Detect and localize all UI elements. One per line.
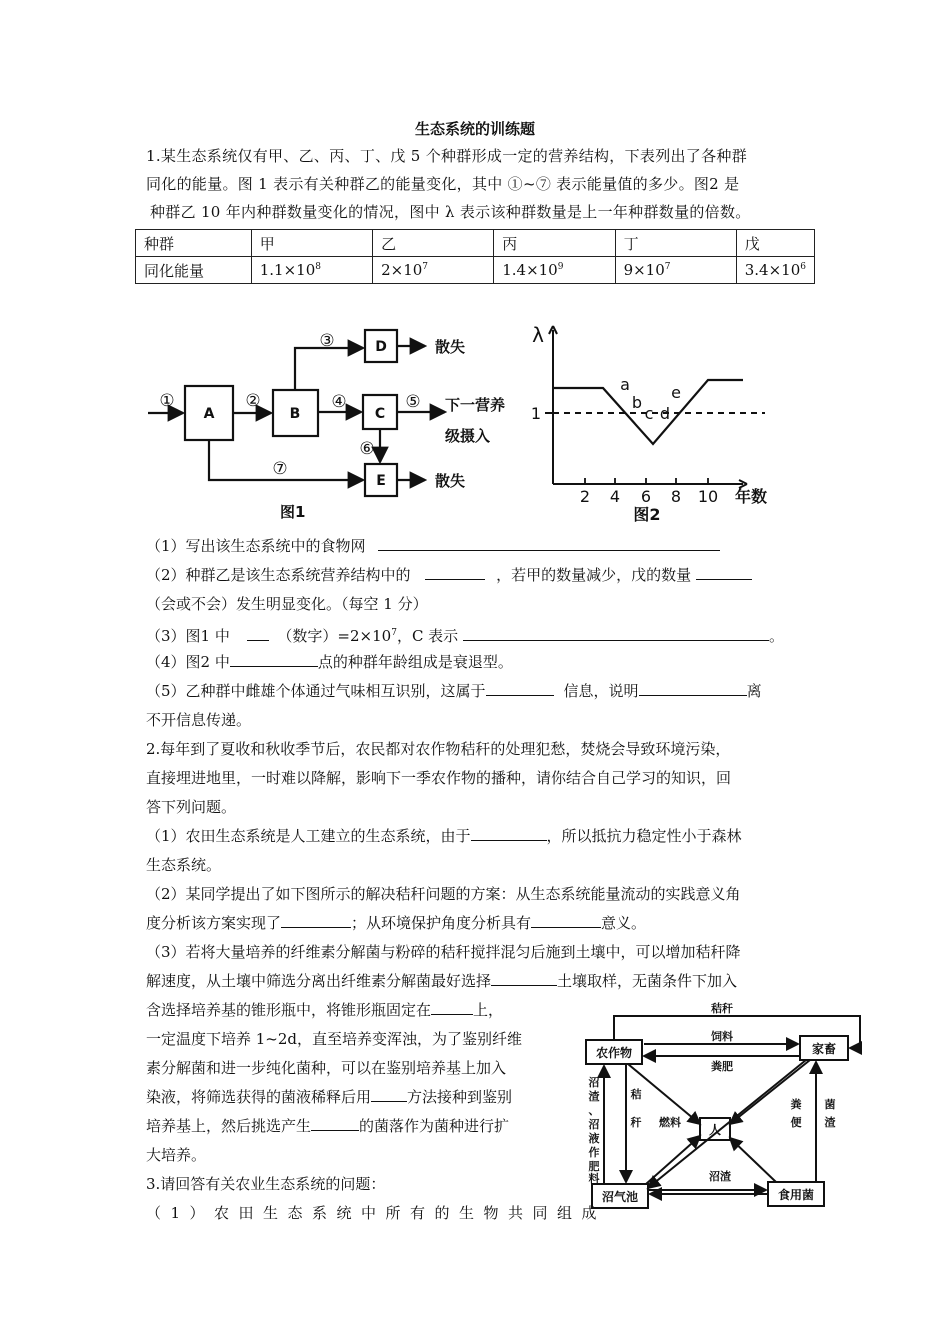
point-label-b: b: [631, 393, 643, 412]
edge-label-manure: 粪肥: [711, 1060, 733, 1073]
edge-label-biogas-fert: 料: [588, 1172, 600, 1185]
point-label-c: c: [644, 404, 654, 423]
node-label-crops: 农作物: [595, 1046, 633, 1060]
q2-part-3: （3）若将大量培养的纤维素分解菌与粉碎的秸秆搅拌混匀后施到土壤中，可以增加秸秆降: [146, 943, 741, 961]
answer-blank[interactable]: [431, 1000, 473, 1015]
table-row: [136, 257, 815, 284]
edge-label-biogas-fert: 沼: [588, 1076, 600, 1089]
edge-label-biogas-fert: 作: [588, 1146, 600, 1159]
table-header-cell: 丁: [615, 230, 736, 257]
q2-part-3-line-2: 解速度，从土壤中筛选分离出纤维素分解菌最好选择 土壤取样，无菌条件下加入: [146, 972, 738, 990]
q1-part-5: （5）乙种群中雌雄个体通过气味相互识别，这属于 信息，说明 离: [146, 682, 762, 700]
answer-blank[interactable]: [486, 681, 554, 696]
table-cell: $2\times 10^7$: [373, 257, 494, 284]
arrow-num-3: ③: [319, 331, 335, 351]
loss-label-2: 散失: [435, 472, 466, 490]
table-header-cell: 乙: [373, 230, 494, 257]
figure-2-caption: 图2: [633, 505, 661, 524]
q3-part-1: （1）农田生态系统中所有的生物共同组成: [146, 1204, 607, 1222]
edge-label-dung: 便: [790, 1116, 802, 1129]
answer-blank[interactable]: [281, 913, 351, 928]
node-label-biogas: 沼气池: [601, 1190, 639, 1204]
y-axis-label: λ: [532, 323, 544, 347]
edge-label-biogas-fert: 渣: [588, 1090, 600, 1103]
edge-label-straw-top: 秸秆: [711, 1002, 733, 1015]
q1-part-3: （3）图1 中 （数字）$=2\times 10^7$，C 表示 。: [146, 627, 784, 645]
point-label-a: a: [620, 375, 630, 394]
answer-blank[interactable]: [371, 1087, 407, 1102]
q1-part-5-cont: 不开信息传递。: [146, 711, 252, 729]
q1-intro-line-3: 种群乙 10 年内种群数量变化的情况，图中 λ 表示该种群数量是上一年种群数量的倍数。: [150, 203, 751, 221]
x-axis-label: 年数: [734, 487, 768, 506]
table-cell: $9\times 10^7$: [615, 257, 736, 284]
table-header-cell: 戊: [736, 230, 814, 257]
page-title: 生态系统的训练题: [414, 120, 535, 138]
figure-1-caption: 图1: [280, 503, 306, 521]
table-row-label: 同化能量: [136, 257, 252, 284]
x-tick-label: 2: [579, 487, 591, 506]
edge-label-fuel: 燃料: [659, 1116, 681, 1129]
q1-part-4: （4）图2 中 点的种群年龄组成是衰退型。: [146, 653, 513, 671]
q2-part-2-cont: 度分析该方案实现了 ；从环境保护角度分析具有 意义。: [146, 914, 647, 932]
arrow-num-6: ⑥: [359, 439, 375, 459]
q2-part-3-line-4: 一定温度下培养 1~2d，直至培养变浑浊，为了鉴别纤维: [146, 1030, 523, 1048]
answer-blank[interactable]: [531, 913, 601, 928]
figure-3-agro-ecosystem: [580, 1000, 870, 1218]
table-cell: $1.4\times 10^9$: [494, 257, 615, 284]
edge-label-straw-side-2: 秆: [630, 1116, 642, 1129]
q2-part-3-line-3: 含选择培养基的锥形瓶中，将锥形瓶固定在 上，: [146, 1001, 504, 1019]
edge-label-biogas-fert: 肥: [588, 1160, 600, 1173]
node-label-fungus: 食用菌: [777, 1188, 815, 1202]
x-tick-label: 6: [640, 487, 652, 506]
figure-1-energy-flow: [140, 318, 525, 528]
edge-label-feed: 饲料: [711, 1030, 733, 1043]
q2-intro-line-2: 直接埋进地里，一时难以降解，影响下一季农作物的播种，请你结合自己学习的知识，回: [146, 769, 732, 787]
edge-label-residue-bottom: 沼渣: [709, 1170, 731, 1183]
x-tick-label: 10: [697, 487, 719, 506]
box-b-label: B: [289, 406, 301, 422]
arrow-num-7: ⑦: [272, 459, 288, 479]
node-label-livestock: 家畜: [811, 1042, 837, 1056]
figure-2-lambda-chart: [525, 318, 775, 528]
loss-label-1: 散失: [435, 338, 466, 356]
table-header-cell: 种群: [136, 230, 252, 257]
q2-intro-line-3: 答下列问题。: [146, 798, 237, 816]
q2-part-3-line-8: 大培养。: [146, 1146, 207, 1164]
edge-label-biogas-fert: 、: [588, 1104, 600, 1117]
answer-blank[interactable]: [311, 1116, 359, 1131]
table-cell: $3.4\times 10^6$: [736, 257, 814, 284]
q1-intro-line-2: 同化的能量。图 1 表示有关种群乙的能量变化，其中 ①~⑦ 表示能量值的多少。图2 是: [146, 175, 740, 193]
reference-value-label: 1: [530, 404, 542, 423]
answer-blank[interactable]: [247, 626, 269, 641]
answer-blank[interactable]: [696, 565, 752, 580]
box-d-label: D: [375, 339, 387, 355]
q2-part-3-line-7: 培养基上，然后挑选产生 的菌落作为菌种进行扩: [146, 1117, 510, 1135]
q2-part-2: （2）某同学提出了如下图所示的解决秸秆问题的方案：从生态系统能量流动的实践意义角: [146, 885, 741, 903]
answer-blank[interactable]: [639, 681, 747, 696]
box-e-label: E: [376, 473, 386, 489]
arrow-num-5: ⑤: [405, 392, 421, 412]
q2-part-3-line-6: 染液，将筛选获得的菌液稀释后用 方法接种到鉴别: [146, 1088, 513, 1106]
next-level-label-2: 级摄入: [445, 427, 491, 445]
answer-blank[interactable]: [378, 536, 720, 551]
arrow-num-4: ④: [331, 392, 347, 412]
edge-label-biogas-fert: 液: [588, 1132, 600, 1145]
q2-intro-line-1: 2.每年到了夏收和秋收季节后，农民都对农作物秸秆的处理犯愁，焚烧会导致环境污染，: [146, 740, 731, 758]
edge-label-straw-side: 秸: [630, 1088, 642, 1101]
edge-label-dung: 粪: [790, 1098, 802, 1111]
next-level-label-1: 下一营养: [445, 396, 506, 414]
arrow-num-2: ②: [245, 391, 261, 411]
population-energy-table: [135, 229, 815, 284]
table-cell: $1.1\times 10^8$: [251, 257, 372, 284]
edge-label-fungus-residue: 菌: [824, 1098, 836, 1111]
point-label-e: e: [671, 383, 681, 402]
table-header-cell: 丙: [494, 230, 615, 257]
point-label-d: d: [659, 404, 671, 423]
answer-blank[interactable]: [491, 971, 557, 986]
q2-part-1: （1）农田生态系统是人工建立的生态系统，由于 ，所以抵抗力稳定性小于森林: [146, 827, 742, 845]
q2-part-3-line-5: 素分解菌和进一步纯化菌种，可以在鉴别培养基上加入: [146, 1059, 507, 1077]
box-a-label: A: [203, 406, 215, 422]
answer-blank[interactable]: [230, 652, 318, 667]
answer-blank[interactable]: [471, 826, 547, 841]
q1-part-2: （2）种群乙是该生态系统营养结构中的 ，若甲的数量减少，戊的数量: [146, 565, 752, 585]
answer-blank[interactable]: [425, 565, 485, 580]
answer-blank[interactable]: [463, 626, 769, 641]
edge-label-fungus-residue: 渣: [824, 1116, 836, 1129]
node-label-human: 人: [708, 1123, 722, 1137]
table-header-row: [136, 230, 815, 257]
q1-part-1: （1）写出该生态系统中的食物网: [146, 536, 720, 556]
x-tick-label: 4: [609, 487, 621, 506]
x-tick-label: 8: [670, 487, 682, 506]
box-c-label: C: [374, 406, 386, 422]
table-header-cell: 甲: [251, 230, 372, 257]
q1-intro-line-1: 1.某生态系统仅有甲、乙、丙、丁、戊 5 个种群形成一定的营养结构，下表列出了各种群: [146, 147, 747, 165]
arrow-num-1: ①: [159, 391, 175, 411]
q3-intro: 3.请回答有关农业生态系统的问题：: [146, 1175, 386, 1193]
q2-part-1-cont: 生态系统。: [146, 856, 222, 874]
q1-part-2-cont: （会或不会）发生明显变化。（每空 1 分）: [146, 595, 428, 613]
edge-label-biogas-fert: 沼: [588, 1118, 600, 1131]
